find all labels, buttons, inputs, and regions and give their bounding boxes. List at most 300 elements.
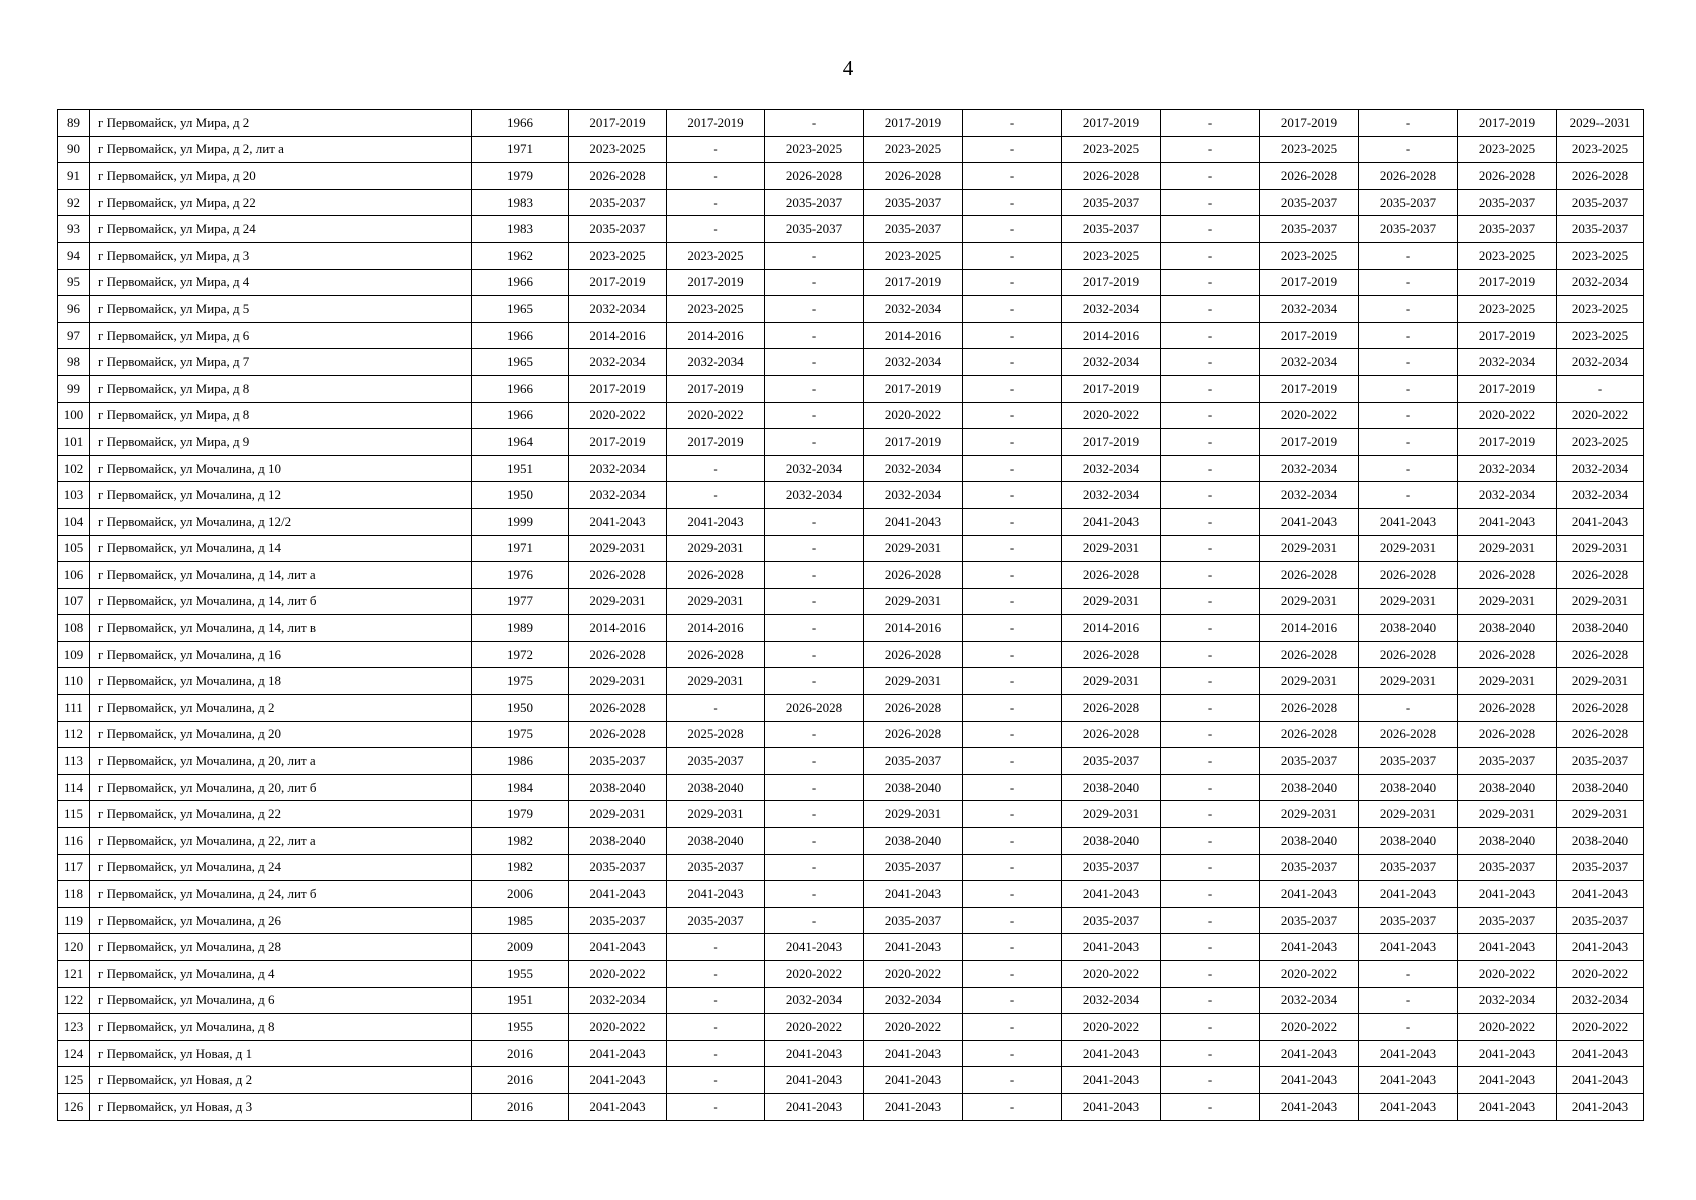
period-cell-4: 2032-2034 bbox=[864, 296, 963, 323]
row-number-cell: 117 bbox=[58, 854, 90, 881]
period-cell-11: 2041-2043 bbox=[1557, 934, 1644, 961]
period-cell-11: 2023-2025 bbox=[1557, 296, 1644, 323]
period-cell-7: - bbox=[1161, 508, 1260, 535]
commission-year-cell: 1989 bbox=[472, 615, 569, 642]
period-cell-11: 2038-2040 bbox=[1557, 774, 1644, 801]
period-cell-5: - bbox=[963, 774, 1062, 801]
period-cell-10: 2023-2025 bbox=[1458, 296, 1557, 323]
period-cell-1: 2023-2025 bbox=[569, 242, 667, 269]
table-row bbox=[58, 1067, 1644, 1094]
period-cell-9: 2029-2031 bbox=[1359, 801, 1458, 828]
period-cell-2: 2026-2028 bbox=[667, 641, 765, 668]
period-cell-11: 2029-2031 bbox=[1557, 588, 1644, 615]
period-cell-6: 2017-2019 bbox=[1062, 269, 1161, 296]
period-cell-11: 2020-2022 bbox=[1557, 402, 1644, 429]
period-cell-8: 2020-2022 bbox=[1260, 402, 1359, 429]
address-cell: г Первомайск, ул Мочалина, д 16 bbox=[90, 641, 472, 668]
commission-year-cell: 1986 bbox=[472, 748, 569, 775]
address-cell: г Первомайск, ул Мочалина, д 10 bbox=[90, 455, 472, 482]
commission-year-cell: 1964 bbox=[472, 429, 569, 456]
period-cell-9: 2038-2040 bbox=[1359, 774, 1458, 801]
address-cell: г Первомайск, ул Новая, д 1 bbox=[90, 1040, 472, 1067]
period-cell-3: 2035-2037 bbox=[765, 189, 864, 216]
period-cell-9: 2035-2037 bbox=[1359, 748, 1458, 775]
period-cell-10: 2038-2040 bbox=[1458, 828, 1557, 855]
period-cell-11: 2035-2037 bbox=[1557, 907, 1644, 934]
period-cell-10: 2026-2028 bbox=[1458, 641, 1557, 668]
period-cell-6: 2023-2025 bbox=[1062, 136, 1161, 163]
period-cell-5: - bbox=[963, 455, 1062, 482]
commission-year-cell: 1983 bbox=[472, 189, 569, 216]
period-cell-1: 2020-2022 bbox=[569, 402, 667, 429]
period-cell-11: 2038-2040 bbox=[1557, 615, 1644, 642]
row-number-cell: 89 bbox=[58, 110, 90, 137]
period-cell-7: - bbox=[1161, 429, 1260, 456]
period-cell-7: - bbox=[1161, 535, 1260, 562]
period-cell-9: - bbox=[1359, 402, 1458, 429]
row-number-cell: 92 bbox=[58, 189, 90, 216]
period-cell-6: 2035-2037 bbox=[1062, 748, 1161, 775]
period-cell-7: - bbox=[1161, 668, 1260, 695]
period-cell-8: 2035-2037 bbox=[1260, 748, 1359, 775]
address-cell: г Первомайск, ул Мира, д 8 bbox=[90, 402, 472, 429]
period-cell-8: 2038-2040 bbox=[1260, 828, 1359, 855]
period-cell-7: - bbox=[1161, 854, 1260, 881]
period-cell-1: 2038-2040 bbox=[569, 828, 667, 855]
period-cell-8: 2026-2028 bbox=[1260, 562, 1359, 589]
period-cell-2: - bbox=[667, 189, 765, 216]
period-cell-3: - bbox=[765, 562, 864, 589]
period-cell-7: - bbox=[1161, 163, 1260, 190]
period-cell-5: - bbox=[963, 242, 1062, 269]
address-cell: г Первомайск, ул Мира, д 3 bbox=[90, 242, 472, 269]
period-cell-4: 2038-2040 bbox=[864, 774, 963, 801]
period-cell-5: - bbox=[963, 1014, 1062, 1041]
period-cell-5: - bbox=[963, 961, 1062, 988]
row-number-cell: 103 bbox=[58, 482, 90, 509]
period-cell-9: - bbox=[1359, 322, 1458, 349]
table-row bbox=[58, 695, 1644, 722]
period-cell-4: 2041-2043 bbox=[864, 881, 963, 908]
period-cell-7: - bbox=[1161, 482, 1260, 509]
period-cell-5: - bbox=[963, 322, 1062, 349]
period-cell-9: 2035-2037 bbox=[1359, 854, 1458, 881]
period-cell-3: 2041-2043 bbox=[765, 1093, 864, 1120]
table-row bbox=[58, 296, 1644, 323]
row-number-cell: 123 bbox=[58, 1014, 90, 1041]
address-cell: г Первомайск, ул Мочалина, д 20 bbox=[90, 721, 472, 748]
period-cell-4: 2032-2034 bbox=[864, 455, 963, 482]
period-cell-6: 2020-2022 bbox=[1062, 1014, 1161, 1041]
period-cell-11: 2035-2037 bbox=[1557, 748, 1644, 775]
row-number-cell: 91 bbox=[58, 163, 90, 190]
period-cell-10: 2029-2031 bbox=[1458, 668, 1557, 695]
commission-year-cell: 2006 bbox=[472, 881, 569, 908]
period-cell-1: 2026-2028 bbox=[569, 562, 667, 589]
period-cell-6: 2035-2037 bbox=[1062, 189, 1161, 216]
period-cell-10: 2017-2019 bbox=[1458, 375, 1557, 402]
period-cell-5: - bbox=[963, 801, 1062, 828]
period-cell-1: 2035-2037 bbox=[569, 854, 667, 881]
period-cell-1: 2029-2031 bbox=[569, 588, 667, 615]
period-cell-1: 2017-2019 bbox=[569, 269, 667, 296]
period-cell-2: 2025-2028 bbox=[667, 721, 765, 748]
period-cell-9: 2041-2043 bbox=[1359, 508, 1458, 535]
period-cell-6: 2038-2040 bbox=[1062, 774, 1161, 801]
period-cell-7: - bbox=[1161, 242, 1260, 269]
row-number-cell: 100 bbox=[58, 402, 90, 429]
period-cell-9: 2026-2028 bbox=[1359, 641, 1458, 668]
period-cell-10: 2032-2034 bbox=[1458, 455, 1557, 482]
period-cell-3: - bbox=[765, 721, 864, 748]
page-number: 4 bbox=[842, 56, 854, 80]
row-number-cell: 107 bbox=[58, 588, 90, 615]
table-row bbox=[58, 774, 1644, 801]
period-cell-2: - bbox=[667, 934, 765, 961]
table-row bbox=[58, 1093, 1644, 1120]
period-cell-10: 2026-2028 bbox=[1458, 163, 1557, 190]
period-cell-11: 2029--2031 bbox=[1557, 110, 1644, 137]
period-cell-2: 2029-2031 bbox=[667, 801, 765, 828]
period-cell-1: 2020-2022 bbox=[569, 1014, 667, 1041]
period-cell-1: 2038-2040 bbox=[569, 774, 667, 801]
period-cell-11: 2029-2031 bbox=[1557, 668, 1644, 695]
period-cell-2: 2023-2025 bbox=[667, 242, 765, 269]
period-cell-6: 2038-2040 bbox=[1062, 828, 1161, 855]
row-number-cell: 101 bbox=[58, 429, 90, 456]
period-cell-4: 2035-2037 bbox=[864, 907, 963, 934]
row-number-cell: 126 bbox=[58, 1093, 90, 1120]
period-cell-6: 2041-2043 bbox=[1062, 934, 1161, 961]
row-number-cell: 95 bbox=[58, 269, 90, 296]
period-cell-4: 2035-2037 bbox=[864, 189, 963, 216]
period-cell-11: 2020-2022 bbox=[1557, 961, 1644, 988]
period-cell-8: 2029-2031 bbox=[1260, 801, 1359, 828]
address-cell: г Первомайск, ул Мочалина, д 12/2 bbox=[90, 508, 472, 535]
address-cell: г Первомайск, ул Мира, д 9 bbox=[90, 429, 472, 456]
period-cell-11: 2026-2028 bbox=[1557, 641, 1644, 668]
period-cell-1: 2029-2031 bbox=[569, 535, 667, 562]
commission-year-cell: 1975 bbox=[472, 668, 569, 695]
period-cell-8: 2041-2043 bbox=[1260, 934, 1359, 961]
table-row bbox=[58, 1014, 1644, 1041]
address-cell: г Первомайск, ул Мочалина, д 2 bbox=[90, 695, 472, 722]
period-cell-8: 2023-2025 bbox=[1260, 242, 1359, 269]
period-cell-8: 2017-2019 bbox=[1260, 269, 1359, 296]
period-cell-4: 2041-2043 bbox=[864, 508, 963, 535]
period-cell-1: 2032-2034 bbox=[569, 349, 667, 376]
period-cell-1: 2026-2028 bbox=[569, 721, 667, 748]
period-cell-8: 2026-2028 bbox=[1260, 163, 1359, 190]
period-cell-5: - bbox=[963, 721, 1062, 748]
period-cell-10: 2041-2043 bbox=[1458, 934, 1557, 961]
period-cell-3: 2035-2037 bbox=[765, 216, 864, 243]
period-cell-5: - bbox=[963, 987, 1062, 1014]
period-cell-11: 2026-2028 bbox=[1557, 163, 1644, 190]
period-cell-5: - bbox=[963, 216, 1062, 243]
address-cell: г Первомайск, ул Мочалина, д 22 bbox=[90, 801, 472, 828]
period-cell-4: 2035-2037 bbox=[864, 748, 963, 775]
address-cell: г Первомайск, ул Новая, д 3 bbox=[90, 1093, 472, 1120]
period-cell-5: - bbox=[963, 535, 1062, 562]
period-cell-8: 2038-2040 bbox=[1260, 774, 1359, 801]
period-cell-5: - bbox=[963, 615, 1062, 642]
commission-year-cell: 1979 bbox=[472, 163, 569, 190]
period-cell-11: 2032-2034 bbox=[1557, 455, 1644, 482]
address-cell: г Первомайск, ул Мочалина, д 14, лит б bbox=[90, 588, 472, 615]
period-cell-8: 2041-2043 bbox=[1260, 1093, 1359, 1120]
period-cell-11: 2023-2025 bbox=[1557, 136, 1644, 163]
period-cell-3: - bbox=[765, 828, 864, 855]
period-cell-1: 2041-2043 bbox=[569, 1067, 667, 1094]
period-cell-10: 2026-2028 bbox=[1458, 695, 1557, 722]
period-cell-1: 2041-2043 bbox=[569, 934, 667, 961]
table-row bbox=[58, 429, 1644, 456]
address-cell: г Первомайск, ул Мочалина, д 26 bbox=[90, 907, 472, 934]
row-number-cell: 111 bbox=[58, 695, 90, 722]
row-number-cell: 104 bbox=[58, 508, 90, 535]
commission-year-cell: 2016 bbox=[472, 1067, 569, 1094]
period-cell-11: 2023-2025 bbox=[1557, 322, 1644, 349]
address-cell: г Первомайск, ул Мочалина, д 14, лит а bbox=[90, 562, 472, 589]
table-row bbox=[58, 801, 1644, 828]
table-row bbox=[58, 987, 1644, 1014]
period-cell-5: - bbox=[963, 854, 1062, 881]
commission-year-cell: 1982 bbox=[472, 828, 569, 855]
address-cell: г Первомайск, ул Мочалина, д 8 bbox=[90, 1014, 472, 1041]
period-cell-6: 2032-2034 bbox=[1062, 296, 1161, 323]
period-cell-4: 2032-2034 bbox=[864, 482, 963, 509]
period-cell-4: 2017-2019 bbox=[864, 429, 963, 456]
table-row bbox=[58, 615, 1644, 642]
period-cell-6: 2041-2043 bbox=[1062, 881, 1161, 908]
period-cell-10: 2041-2043 bbox=[1458, 1093, 1557, 1120]
period-cell-10: 2035-2037 bbox=[1458, 907, 1557, 934]
period-cell-4: 2041-2043 bbox=[864, 934, 963, 961]
table-row bbox=[58, 828, 1644, 855]
period-cell-4: 2023-2025 bbox=[864, 136, 963, 163]
address-cell: г Первомайск, ул Мочалина, д 12 bbox=[90, 482, 472, 509]
period-cell-10: 2017-2019 bbox=[1458, 429, 1557, 456]
period-cell-2: 2035-2037 bbox=[667, 907, 765, 934]
period-cell-9: - bbox=[1359, 455, 1458, 482]
period-cell-3: - bbox=[765, 907, 864, 934]
period-cell-3: - bbox=[765, 801, 864, 828]
period-cell-5: - bbox=[963, 1040, 1062, 1067]
period-cell-3: 2032-2034 bbox=[765, 482, 864, 509]
period-cell-4: 2017-2019 bbox=[864, 110, 963, 137]
period-cell-5: - bbox=[963, 934, 1062, 961]
table-row bbox=[58, 881, 1644, 908]
row-number-cell: 94 bbox=[58, 242, 90, 269]
period-cell-9: 2026-2028 bbox=[1359, 163, 1458, 190]
table-row bbox=[58, 508, 1644, 535]
period-cell-3: 2020-2022 bbox=[765, 961, 864, 988]
table-row bbox=[58, 136, 1644, 163]
period-cell-1: 2020-2022 bbox=[569, 961, 667, 988]
period-cell-9: 2026-2028 bbox=[1359, 721, 1458, 748]
period-cell-5: - bbox=[963, 1067, 1062, 1094]
period-cell-4: 2029-2031 bbox=[864, 535, 963, 562]
period-cell-7: - bbox=[1161, 907, 1260, 934]
period-cell-6: 2029-2031 bbox=[1062, 668, 1161, 695]
address-cell: г Первомайск, ул Новая, д 2 bbox=[90, 1067, 472, 1094]
period-cell-4: 2029-2031 bbox=[864, 588, 963, 615]
commission-year-cell: 1955 bbox=[472, 961, 569, 988]
period-cell-2: 2041-2043 bbox=[667, 881, 765, 908]
address-cell: г Первомайск, ул Мочалина, д 20, лит б bbox=[90, 774, 472, 801]
period-cell-6: 2041-2043 bbox=[1062, 1093, 1161, 1120]
period-cell-11: 2032-2034 bbox=[1557, 349, 1644, 376]
period-cell-6: 2017-2019 bbox=[1062, 110, 1161, 137]
period-cell-11: 2032-2034 bbox=[1557, 987, 1644, 1014]
address-cell: г Первомайск, ул Мира, д 8 bbox=[90, 375, 472, 402]
period-cell-3: 2020-2022 bbox=[765, 1014, 864, 1041]
period-cell-9: - bbox=[1359, 349, 1458, 376]
commission-year-cell: 1950 bbox=[472, 482, 569, 509]
period-cell-5: - bbox=[963, 429, 1062, 456]
row-number-cell: 98 bbox=[58, 349, 90, 376]
period-cell-1: 2026-2028 bbox=[569, 695, 667, 722]
period-cell-5: - bbox=[963, 508, 1062, 535]
table-row bbox=[58, 961, 1644, 988]
period-cell-1: 2032-2034 bbox=[569, 296, 667, 323]
period-cell-10: 2026-2028 bbox=[1458, 562, 1557, 589]
period-cell-4: 2026-2028 bbox=[864, 695, 963, 722]
period-cell-1: 2035-2037 bbox=[569, 216, 667, 243]
period-cell-3: - bbox=[765, 110, 864, 137]
period-cell-8: 2041-2043 bbox=[1260, 508, 1359, 535]
address-cell: г Первомайск, ул Мочалина, д 22, лит а bbox=[90, 828, 472, 855]
period-cell-11: 2035-2037 bbox=[1557, 216, 1644, 243]
period-cell-3: 2026-2028 bbox=[765, 163, 864, 190]
address-cell: г Первомайск, ул Мира, д 5 bbox=[90, 296, 472, 323]
period-cell-9: 2029-2031 bbox=[1359, 588, 1458, 615]
period-cell-4: 2017-2019 bbox=[864, 269, 963, 296]
period-cell-7: - bbox=[1161, 801, 1260, 828]
row-number-cell: 114 bbox=[58, 774, 90, 801]
period-cell-1: 2017-2019 bbox=[569, 429, 667, 456]
row-number-cell: 119 bbox=[58, 907, 90, 934]
period-cell-11: 2029-2031 bbox=[1557, 801, 1644, 828]
period-cell-6: 2020-2022 bbox=[1062, 402, 1161, 429]
period-cell-7: - bbox=[1161, 349, 1260, 376]
period-cell-4: 2020-2022 bbox=[864, 1014, 963, 1041]
period-cell-8: 2041-2043 bbox=[1260, 1067, 1359, 1094]
table-row bbox=[58, 907, 1644, 934]
row-number-cell: 109 bbox=[58, 641, 90, 668]
period-cell-7: - bbox=[1161, 322, 1260, 349]
period-cell-3: - bbox=[765, 588, 864, 615]
period-cell-11: 2023-2025 bbox=[1557, 242, 1644, 269]
period-cell-2: - bbox=[667, 1093, 765, 1120]
period-cell-11: 2020-2022 bbox=[1557, 1014, 1644, 1041]
period-cell-5: - bbox=[963, 269, 1062, 296]
period-cell-10: 2026-2028 bbox=[1458, 721, 1557, 748]
period-cell-5: - bbox=[963, 375, 1062, 402]
period-cell-7: - bbox=[1161, 641, 1260, 668]
period-cell-2: 2038-2040 bbox=[667, 774, 765, 801]
period-cell-3: - bbox=[765, 242, 864, 269]
period-cell-7: - bbox=[1161, 748, 1260, 775]
period-cell-2: 2029-2031 bbox=[667, 535, 765, 562]
period-cell-1: 2014-2016 bbox=[569, 615, 667, 642]
table-row bbox=[58, 641, 1644, 668]
table-row bbox=[58, 482, 1644, 509]
period-cell-7: - bbox=[1161, 828, 1260, 855]
period-cell-2: 2014-2016 bbox=[667, 615, 765, 642]
row-number-cell: 124 bbox=[58, 1040, 90, 1067]
period-cell-10: 2038-2040 bbox=[1458, 615, 1557, 642]
period-cell-4: 2041-2043 bbox=[864, 1067, 963, 1094]
period-cell-7: - bbox=[1161, 1014, 1260, 1041]
commission-year-cell: 1966 bbox=[472, 375, 569, 402]
period-cell-2: 2017-2019 bbox=[667, 375, 765, 402]
period-cell-1: 2017-2019 bbox=[569, 110, 667, 137]
period-cell-8: 2041-2043 bbox=[1260, 1040, 1359, 1067]
table-row bbox=[58, 668, 1644, 695]
period-cell-4: 2026-2028 bbox=[864, 721, 963, 748]
period-cell-8: 2014-2016 bbox=[1260, 615, 1359, 642]
period-cell-8: 2035-2037 bbox=[1260, 216, 1359, 243]
period-cell-10: 2017-2019 bbox=[1458, 269, 1557, 296]
period-cell-8: 2035-2037 bbox=[1260, 854, 1359, 881]
table-row bbox=[58, 748, 1644, 775]
period-cell-5: - bbox=[963, 296, 1062, 323]
period-cell-1: 2032-2034 bbox=[569, 455, 667, 482]
period-cell-7: - bbox=[1161, 189, 1260, 216]
period-cell-1: 2041-2043 bbox=[569, 881, 667, 908]
period-cell-3: - bbox=[765, 402, 864, 429]
period-cell-8: 2035-2037 bbox=[1260, 907, 1359, 934]
table-row bbox=[58, 322, 1644, 349]
period-cell-3: - bbox=[765, 774, 864, 801]
commission-year-cell: 1966 bbox=[472, 110, 569, 137]
period-cell-10: 2029-2031 bbox=[1458, 535, 1557, 562]
period-cell-9: 2029-2031 bbox=[1359, 668, 1458, 695]
row-number-cell: 93 bbox=[58, 216, 90, 243]
period-cell-8: 2020-2022 bbox=[1260, 961, 1359, 988]
row-number-cell: 120 bbox=[58, 934, 90, 961]
row-number-cell: 106 bbox=[58, 562, 90, 589]
period-cell-10: 2041-2043 bbox=[1458, 508, 1557, 535]
commission-year-cell: 1971 bbox=[472, 535, 569, 562]
row-number-cell: 125 bbox=[58, 1067, 90, 1094]
period-cell-5: - bbox=[963, 482, 1062, 509]
period-cell-2: 2020-2022 bbox=[667, 402, 765, 429]
period-cell-3: - bbox=[765, 375, 864, 402]
period-cell-4: 2035-2037 bbox=[864, 216, 963, 243]
address-cell: г Первомайск, ул Мира, д 22 bbox=[90, 189, 472, 216]
address-cell: г Первомайск, ул Мочалина, д 14, лит в bbox=[90, 615, 472, 642]
period-cell-5: - bbox=[963, 748, 1062, 775]
commission-year-cell: 1966 bbox=[472, 269, 569, 296]
commission-year-cell: 1962 bbox=[472, 242, 569, 269]
period-cell-3: - bbox=[765, 668, 864, 695]
period-cell-9: - bbox=[1359, 429, 1458, 456]
table-row bbox=[58, 934, 1644, 961]
period-cell-6: 2029-2031 bbox=[1062, 801, 1161, 828]
period-cell-1: 2035-2037 bbox=[569, 748, 667, 775]
period-cell-8: 2026-2028 bbox=[1260, 721, 1359, 748]
period-cell-11: 2041-2043 bbox=[1557, 1040, 1644, 1067]
period-cell-5: - bbox=[963, 641, 1062, 668]
commission-year-cell: 1983 bbox=[472, 216, 569, 243]
period-cell-10: 2020-2022 bbox=[1458, 1014, 1557, 1041]
period-cell-1: 2026-2028 bbox=[569, 163, 667, 190]
commission-year-cell: 1971 bbox=[472, 136, 569, 163]
period-cell-3: - bbox=[765, 854, 864, 881]
